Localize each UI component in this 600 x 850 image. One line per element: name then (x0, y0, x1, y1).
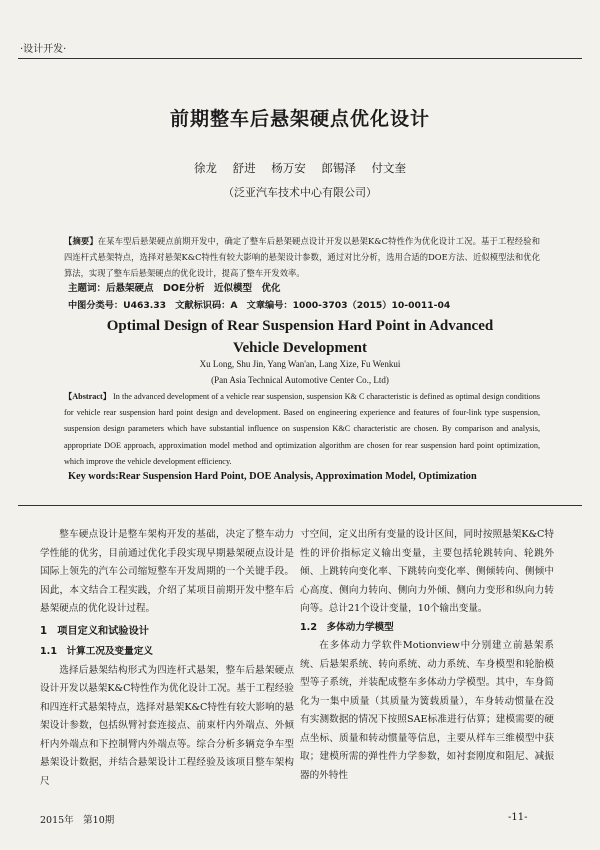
paragraph-1-1-continued: 寸空间，定义出所有变量的设计区间，同时按照悬架K&C特性的评价指标定义输出变量，主要包括轮跳转向、轮跳外倾、上跳转向变化率、下跳转向变化率、侧倾转向、侧倾中心高度、侧向力转向、侧向力外倾、侧向力变形和纵向力转向等。总计21个设计变量，10个输出变量。 (300, 529, 554, 614)
classification-info: 中图分类号：U463.33 文献标识码：A 文章编号：1000-3703（2015）10-0011-04 (68, 300, 451, 311)
intro-paragraph: 整车硬点设计是整车架构开发的基础，决定了整车动力学性能的优劣，目前通过优化手段实现早期悬架硬点设计是国际上领先的汽车公司缩短整车开发周期的一个关键手段。因此，本文结合工程实践，介绍了某项目前期开发中整车后悬架硬点的优化设计过程。 (40, 529, 294, 614)
paper-title-cn: 前期整车后悬架硬点优化设计 (169, 108, 430, 130)
affiliation-cn: （泛亚汽车技术中心有限公司） (223, 186, 377, 199)
abstract-en (64, 389, 540, 470)
paper-title-en-line2: Vehicle Development (232, 340, 367, 356)
paper-title-en-line1: Optimal Design of Rear Suspension Hard Point in Advanced (106, 318, 494, 334)
abstract-cn-text: 在某车型后悬架硬点前期开发中，确定了整车后悬架硬点设计开发以悬架K&C特性作为优化设计工况。基于工程经验和四连杆式悬架特点，选择对悬架K&C特性有较大影响的悬架设计参数，通过对比分析，选用合适的DOE方法、近似模型法和优化算法，实现了整车后悬架硬点的优化设计，提高了整车开发效率。 (64, 236, 540, 278)
body-column-left (40, 526, 294, 791)
keywords-cn: 主题词：后悬架硬点 DOE分析 近似模型 优化 (68, 283, 281, 294)
header-rule (18, 58, 582, 59)
affiliation-en: (Pan Asia Technical Automotive Center Co., Ltd) (211, 375, 389, 385)
footer-page-number: -11- (508, 812, 528, 823)
abstract-divider (18, 505, 582, 506)
paragraph-1-1: 选择后悬架结构形式为四连杆式悬架，整车后悬架硬点设计开发以悬架K&C特性作为优化设计工况。基于工程经验和四连杆式悬架特点，选择对悬架K&C特性有较大影响的悬架设计参数，包括纵臂衬套连接点、前束杆内外端点、外倾杆内外端点和下控制臂内外端点等。综合分析多辆竞争车型悬架设计数据，并结合悬架设计工程经验及该项目整车架构尺 (40, 664, 294, 787)
body-column-right (300, 526, 554, 785)
abstract-en-label: 【Abstract】 (64, 392, 111, 401)
section-tag: ·设计开发· (20, 44, 67, 55)
section-heading-1-2: 1.2 多体动力学模型 (300, 621, 394, 633)
paper-title-en (0, 315, 600, 359)
footer-issue: 2015年 第10期 (40, 815, 115, 826)
section-heading-1: 1 项目定义和试验设计 (40, 625, 149, 637)
authors-cn: 徐龙 舒进 杨万安 郎锡泽 付文奎 (193, 161, 407, 175)
abstract-cn (64, 233, 540, 281)
paragraph-1-2: 在多体动力学软件Motionview中分别建立前悬架系统、后悬架系统、转向系统、动力系统、车身模型和轮胎模型等子系统，并装配成整车多体动力学模型。其中，车身简化为一集中质量（其质量为簧载质量），车身转动惯量在没有实测数据的情况下按照SAE标准进行估算；建模需要的硬点坐标、质量和转动惯量等信息，主要从样车三维模型中获取；建模所需的弹性件力学参数，如衬套刚度和阻尼、减振器的外特性 (300, 640, 554, 781)
authors-en: Xu Long, Shu Jin, Yang Wan'an, Lang Xize, Fu Wenkui (199, 359, 401, 369)
abstract-en-text: In the advanced development of a vehicle rear suspension, suspension K& C characteristic is defined as optimal design conditions for vehicle rear suspension hard point design and development. Based on engineering experience and features of four-link type suspension, suspension design parameters which have substantial influence on suspension K&C characteristic are chosen. By comparison and analysis, appropriate DOE approach, approximation model method and optimization algorithm are chosen for rear suspension hard point optimization, which improve the vehicle development efficiency. (64, 392, 540, 466)
keywords-en: Key words:Rear Suspension Hard Point, DOE Analysis, Approximation Model, Optimization (68, 471, 477, 482)
abstract-cn-label: 【摘要】 (64, 236, 98, 246)
section-heading-1-1: 1.1 计算工况及变量定义 (40, 646, 153, 657)
